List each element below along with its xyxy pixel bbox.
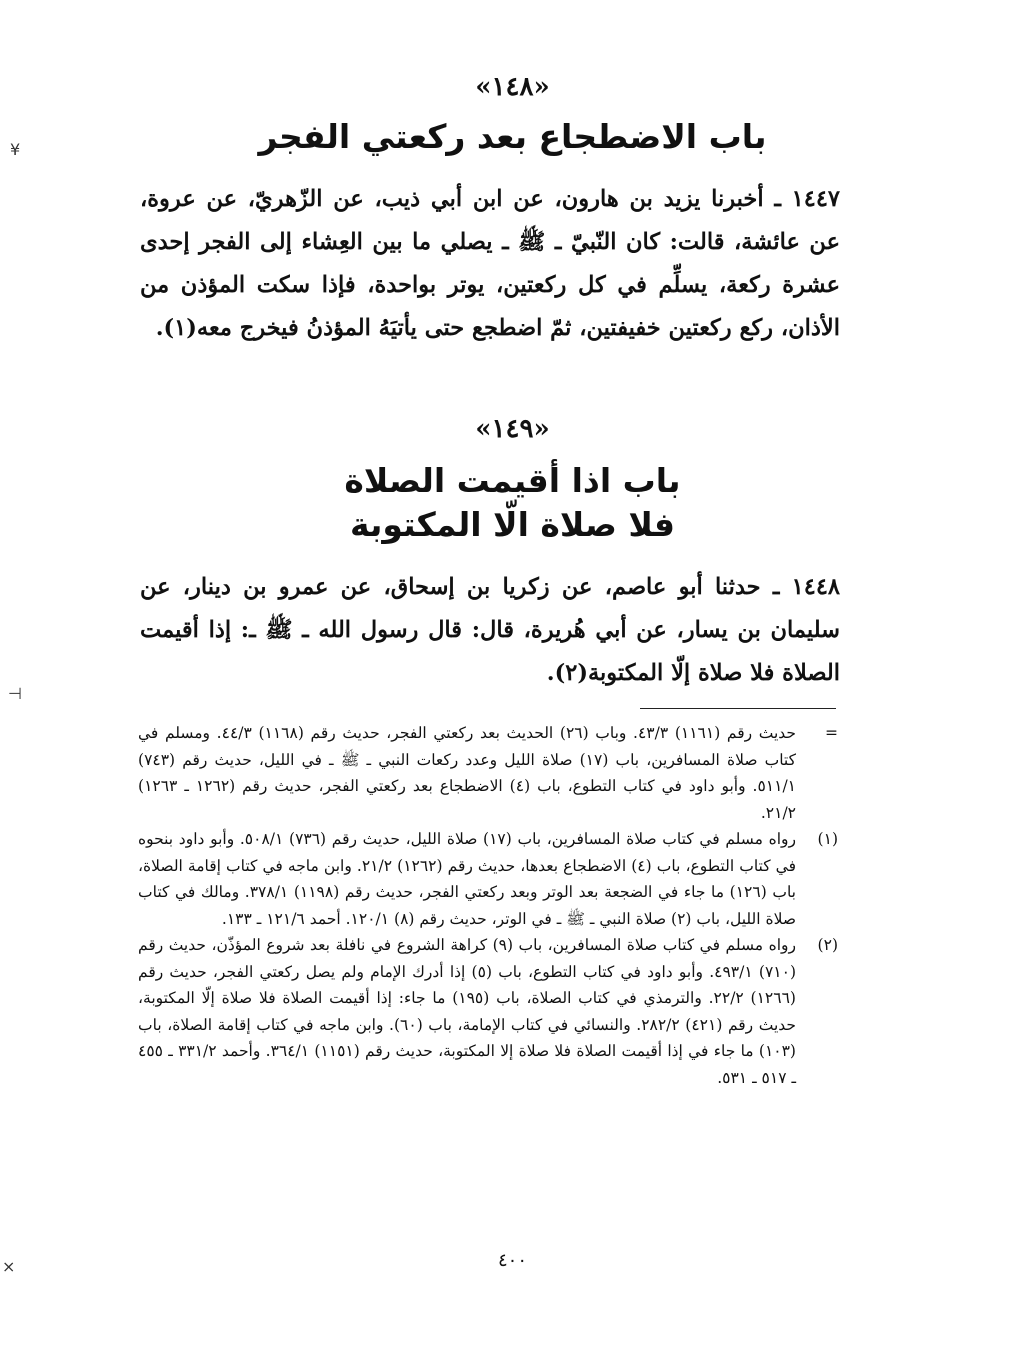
chapter-number: «١٤٩» — [475, 414, 550, 444]
footnote-text: حديث رقم (١١٦١) ٤٣/٣. وباب (٢٦) الحديث بعد ركعتي الفجر، حديث رقم (١١٦٨) ٤٤/٣. ومسلم في كتاب صلاة المسافرين، باب (١٧) صلاة الليل وعدد ركعات النبي ـ ﷺ ـ في الليل، حديث رقم (٧٤٣) ٥١١/١. وأبو داود في كتاب التطوع، باب (٤) الاضطجاع بعد ركعتي الفجر، حديث رقم (١٢٦٢ ـ ١٢٦٣) ٢١/٢. — [138, 724, 797, 822]
scan-mark: ¥ — [10, 140, 21, 159]
footnote-mark: = — [825, 724, 838, 742]
hadith-text: ١٤٤٧ ـ أخبرنا يزيد بن هارون، عن ابن أبي ذيب، عن الزّهريّ، عن عروة، عن عائشة، قالت: كان النّبيّ ـ ﷺ ـ يصلي ما بين العِشاء إلى الفجر إحدى عشرة ركعة، يسلِّم في كل ركعتين، يوتر بواحدة، فإذا سكت المؤذن من الأذان، ركع ركعتين خفيفتين، ثمّ اضطجع حتى يأتيَهُ المؤذنُ فيخرج معه(١). — [140, 186, 840, 341]
footnote — [138, 826, 838, 932]
page-number: ٤٠٠ — [497, 1250, 527, 1271]
footnote — [138, 720, 838, 826]
chapter-title: باب اذا أقيمت الصلاة — [344, 461, 681, 500]
scan-mark: ⨯ — [2, 1257, 16, 1276]
chapter-title: باب الاضطجاع بعد ركعتي الفجر — [258, 117, 767, 156]
hadith-text: ١٤٤٨ ـ حدثنا أبو عاصم، عن زكريا بن إسحاق، عن عمرو بن دينار، عن سليمان بن يسار، عن أبي هُريرة، قال: قال رسول الله ـ ﷺ ـ: إذا أقيمت الصلاة فلا صلاة إلّا المكتوبة(٢). — [140, 574, 840, 686]
footnote-mark: (٢) — [817, 936, 838, 954]
footnotes — [138, 720, 838, 1091]
footnote-text: رواه مسلم في كتاب صلاة المسافرين، باب (٩) كراهة الشروع في نافلة بعد شروع المؤذّن، حديث رقم (٧١٠) ٤٩٣/١. وأبو داود في كتاب التطوع، باب (٥) إذا أدرك الإمام ولم يصل ركعتي الفجر، حديث رقم (١٢٦٦) ٢٢/٢. والترمذي في كتاب الصلاة، باب (١٩٥) ما جاء: إذا أقيمت الصلاة فلا صلاة إلّا المكتوبة، حديث رقم (٤٢١) ٢٨٢/٢. والنسائي في كتاب الإمامة، باب (٦٠). وابن ماجه في كتاب إقامة الصلاة، باب (١٠٣) ما جاء في إذا أقيمت الصلاة فلا صلاة إلا المكتوبة، حديث رقم (١١٥١) ٣٦٤/١. وأحمد ٣٣١/٢ ـ ٤٥٥ ـ ٥١٧ ـ ٥٣١. — [138, 936, 796, 1087]
footnote-text: رواه مسلم في كتاب صلاة المسافرين، باب (١٧) صلاة الليل، حديث رقم (٧٣٦) ٥٠٨/١. وأبو داود بنحوه في كتاب التطوع، باب (٤) الاضطجاع بعدها، حديث رقم (١٢٦٢) ٢١/٢. وابن ماجه في كتاب إقامة الصلاة، باب (١٢٦) ما جاء في الضجعة بعد الوتر وبعد ركعتي الفجر، حديث رقم (١١٩٨) ٣٧٨/١. ومالك في كتاب صلاة الليل، باب (٢) صلاة النبي ـ ﷺ ـ في الوتر، حديث رقم (٨) ١٢٠/١. أحمد ١٢١/٦ ـ ١٣٣. — [138, 830, 797, 928]
chapter-title-line2: فلا صلاة الّا المكتوبة — [349, 505, 676, 544]
footnote — [138, 932, 838, 1091]
chapter-number: «١٤٨» — [475, 72, 550, 102]
footnote-mark: (١) — [817, 830, 838, 848]
footnote-separator — [640, 708, 836, 709]
scan-mark: ⊢ — [8, 684, 22, 703]
